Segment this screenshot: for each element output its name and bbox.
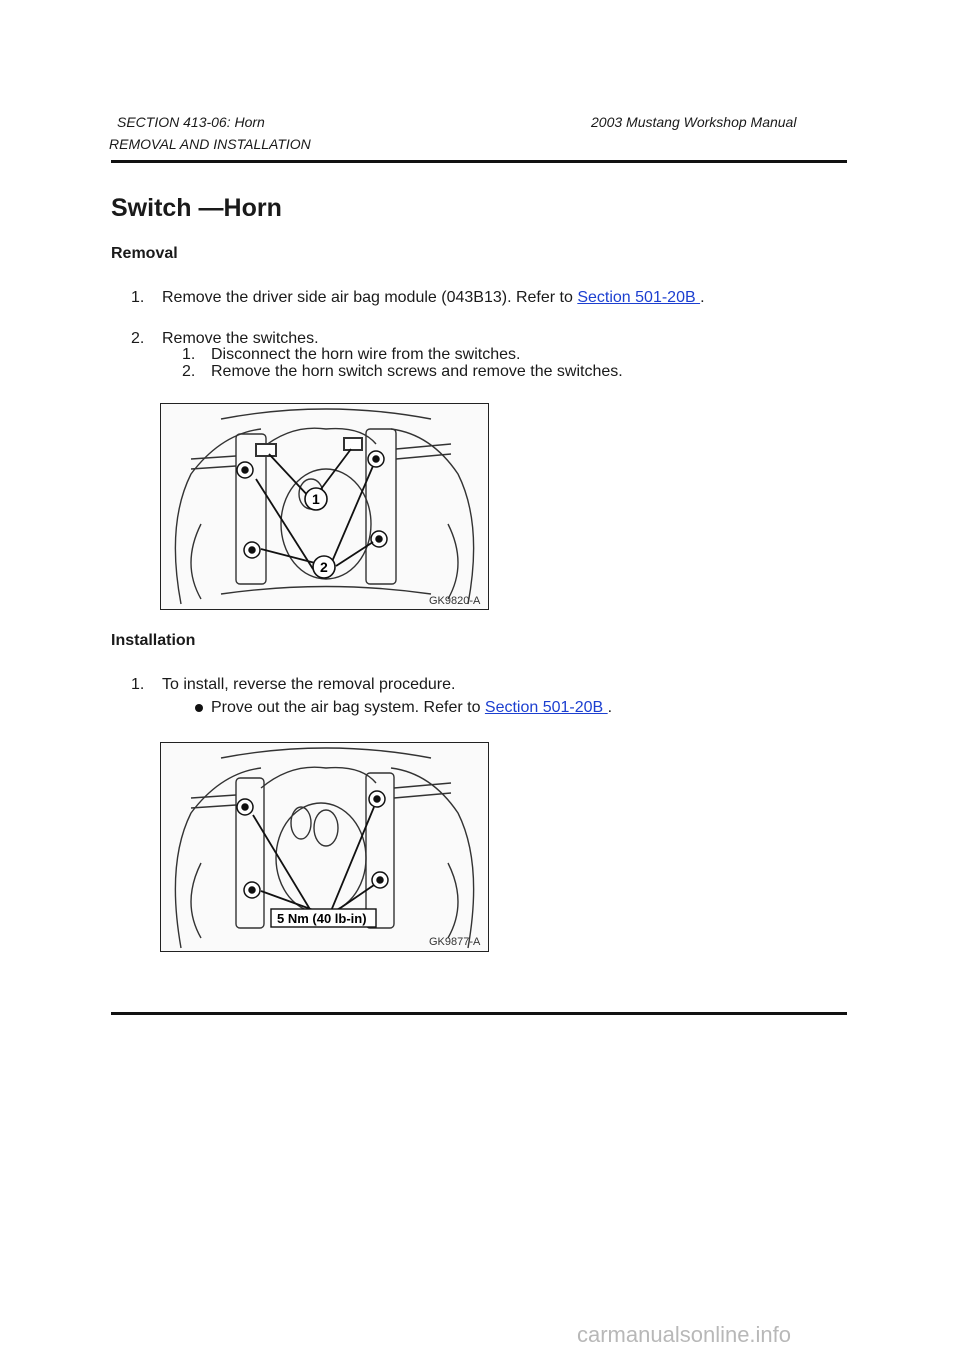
removal-step-1-period: . <box>700 289 705 306</box>
removal-illustration <box>161 404 488 609</box>
removal-substep-1-number: 1. <box>182 346 196 363</box>
removal-step-2-number: 2. <box>131 330 145 347</box>
callout-1: 1 <box>312 491 320 507</box>
bullet-dot <box>195 704 203 712</box>
removal-figure <box>160 403 489 610</box>
removal-substep-1: Disconnect the horn wire from the switches. <box>211 346 521 363</box>
installation-step-1: To install, reverse the removal procedure. <box>162 676 456 693</box>
installation-figure-id: GK9877-A <box>429 936 481 948</box>
section-501-20b-link-2[interactable]: Section 501-20B <box>484 699 608 716</box>
removal-step-1-number: 1. <box>131 289 145 306</box>
removal-step-1 <box>162 289 705 307</box>
removal-substep-2-number: 2. <box>182 363 196 380</box>
header-subtitle: REMOVAL AND INSTALLATION <box>109 136 311 152</box>
header-manual-title: 2003 Mustang Workshop Manual <box>591 114 797 130</box>
removal-figure-id: GK9820-A <box>429 595 481 607</box>
page-title: Switch —Horn <box>111 194 282 222</box>
torque-label: 5 Nm (40 lb-in) <box>277 911 367 926</box>
installation-heading: Installation <box>111 632 196 649</box>
removal-step-1-text: Remove the driver side air bag module (043B13). Refer to <box>162 289 578 306</box>
header-section: SECTION 413-06: Horn <box>117 114 265 130</box>
installation-figure <box>160 742 489 952</box>
removal-step-2: Remove the switches. <box>162 330 319 347</box>
installation-bullet-text: Prove out the air bag system. Refer to <box>211 699 485 716</box>
footer-divider <box>111 1012 847 1015</box>
callout-2: 2 <box>320 559 328 575</box>
installation-bullet <box>211 699 612 717</box>
removal-substep-2: Remove the horn switch screws and remove the switches. <box>211 363 623 380</box>
header-divider <box>111 160 847 163</box>
section-501-20b-link[interactable]: Section 501-20B <box>577 289 701 306</box>
removal-heading: Removal <box>111 245 178 262</box>
watermark: carmanualsonline.info <box>577 1322 792 1347</box>
installation-bullet-period: . <box>607 699 613 716</box>
installation-step-1-number: 1. <box>131 676 145 693</box>
installation-illustration <box>161 743 488 951</box>
